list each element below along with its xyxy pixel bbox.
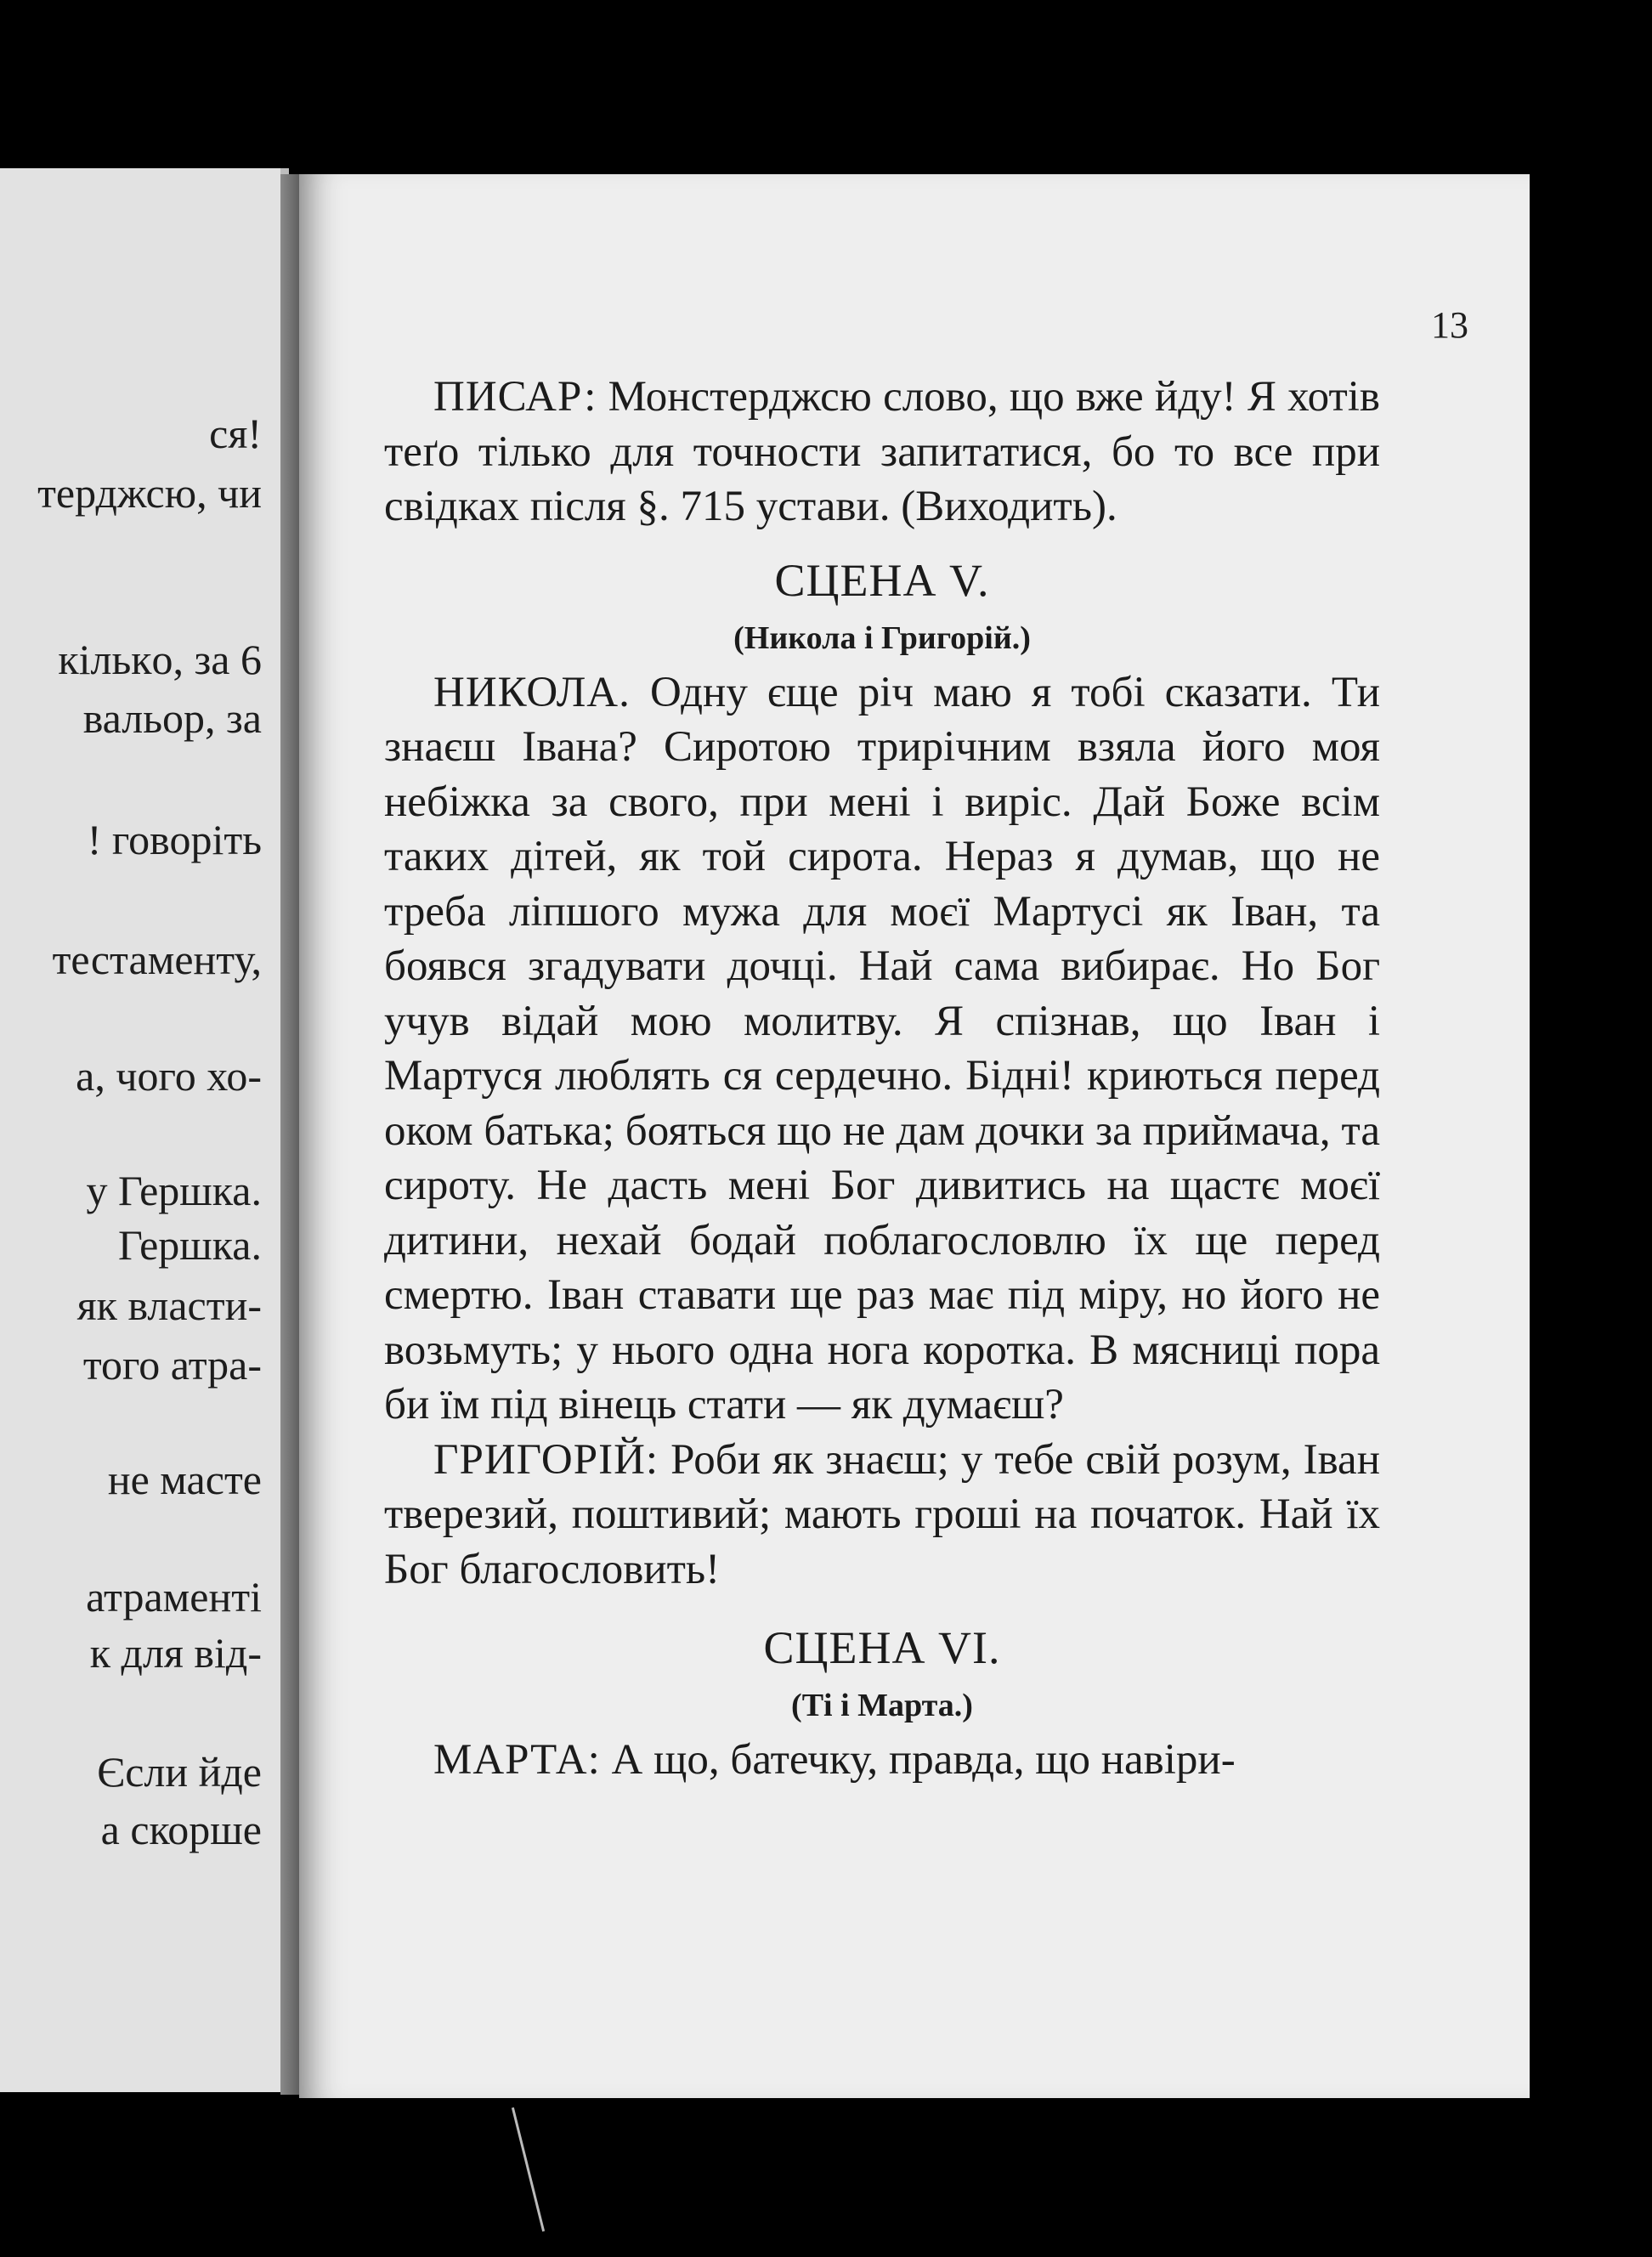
- left-page-line: ! говоріть: [87, 816, 262, 863]
- left-page-line: а, чого хо-: [76, 1052, 262, 1100]
- left-page-line: вальор, за: [82, 694, 262, 742]
- paragraph-hryhorii: [384, 1433, 1380, 1598]
- left-page-line: Гершка.: [117, 1221, 262, 1269]
- left-page-line: кількo, за 6: [58, 636, 262, 683]
- speaker-name: МАРТА:: [433, 1736, 601, 1784]
- paragraph-marta: [384, 1733, 1380, 1788]
- paragraph-text: Роби як знаєш; у тебе свій розум, Іван тверезий, поштивий; мають гроші на початок. Най їх Бог благословить!: [384, 1435, 1380, 1593]
- speaker-name: ГРИГОРІЙ:: [433, 1435, 659, 1484]
- paragraph-pysar: [384, 370, 1380, 535]
- left-page-line: к для від-: [89, 1629, 262, 1677]
- scene-title: СЦЕНА VI.: [763, 1622, 1001, 1673]
- left-page-line: того атра-: [82, 1341, 262, 1389]
- stage-direction: (Никола і Григорій.): [733, 619, 1031, 656]
- left-page-line: атраменті: [86, 1573, 262, 1621]
- left-page-line: ся!: [209, 410, 262, 457]
- paragraph-text: А що, батечку, правда, що навіри-: [600, 1736, 1236, 1784]
- left-page-line: Єсли йде: [97, 1748, 262, 1796]
- left-page-line: як власти-: [76, 1281, 262, 1329]
- stage-direction: (Ті і Марта.): [791, 1688, 973, 1723]
- page-number: 13: [1431, 304, 1468, 346]
- paragraph-nykola: [384, 665, 1380, 1433]
- paragraph-text: Монстерджсю слово, що вже йду! Я хотів теґо тілько для точности запитатися, бо то все при свідках після §. 715 устави. (Виходить).: [384, 373, 1380, 530]
- paragraph-text: Одну єще річ маю я тобі сказати. Ти знаєш Івана? Сиротою трирічним взяла його моя небіжка за свого, при мені і виріс. Дай Боже всім таких дітей, як той сирота. Нераз я думав, що не треба ліпшого мужа для моєї Мартусі як Іван, та боявся згадувати дочці. Най сама вибирає. Но Бог учув відай мою молитву. Я спізнав, що Іван і Мартуся люблять ся сердечно. Бідні! криються перед оком батька; бояться що не дам дочки за приймача, та сироту. Не дасть мені Бог дивитись на щастє моєї дитини, нехай бодай поблагословлю їх ще перед смертю. Іван ставати ще раз має під міру, но його не возьмуть; у нього одна нога коротка. В мясниці пора би їм під вінець стати — як думаєш?: [384, 668, 1380, 1428]
- right-page: [299, 174, 1530, 2098]
- left-page-line: тестаменту,: [52, 936, 262, 983]
- scene-title: СЦЕНА V.: [774, 554, 990, 606]
- page-text: [384, 370, 1380, 1788]
- speaker-name: ПИСАР:: [433, 373, 597, 421]
- left-page-line: а скорше: [100, 1806, 262, 1853]
- left-page: [0, 168, 289, 2092]
- left-page-line: терджсю, чи: [37, 469, 262, 517]
- left-page-line: у Гершка.: [86, 1167, 262, 1214]
- speaker-name: НИКОЛА.: [433, 668, 631, 716]
- left-page-line: не масте: [107, 1456, 262, 1503]
